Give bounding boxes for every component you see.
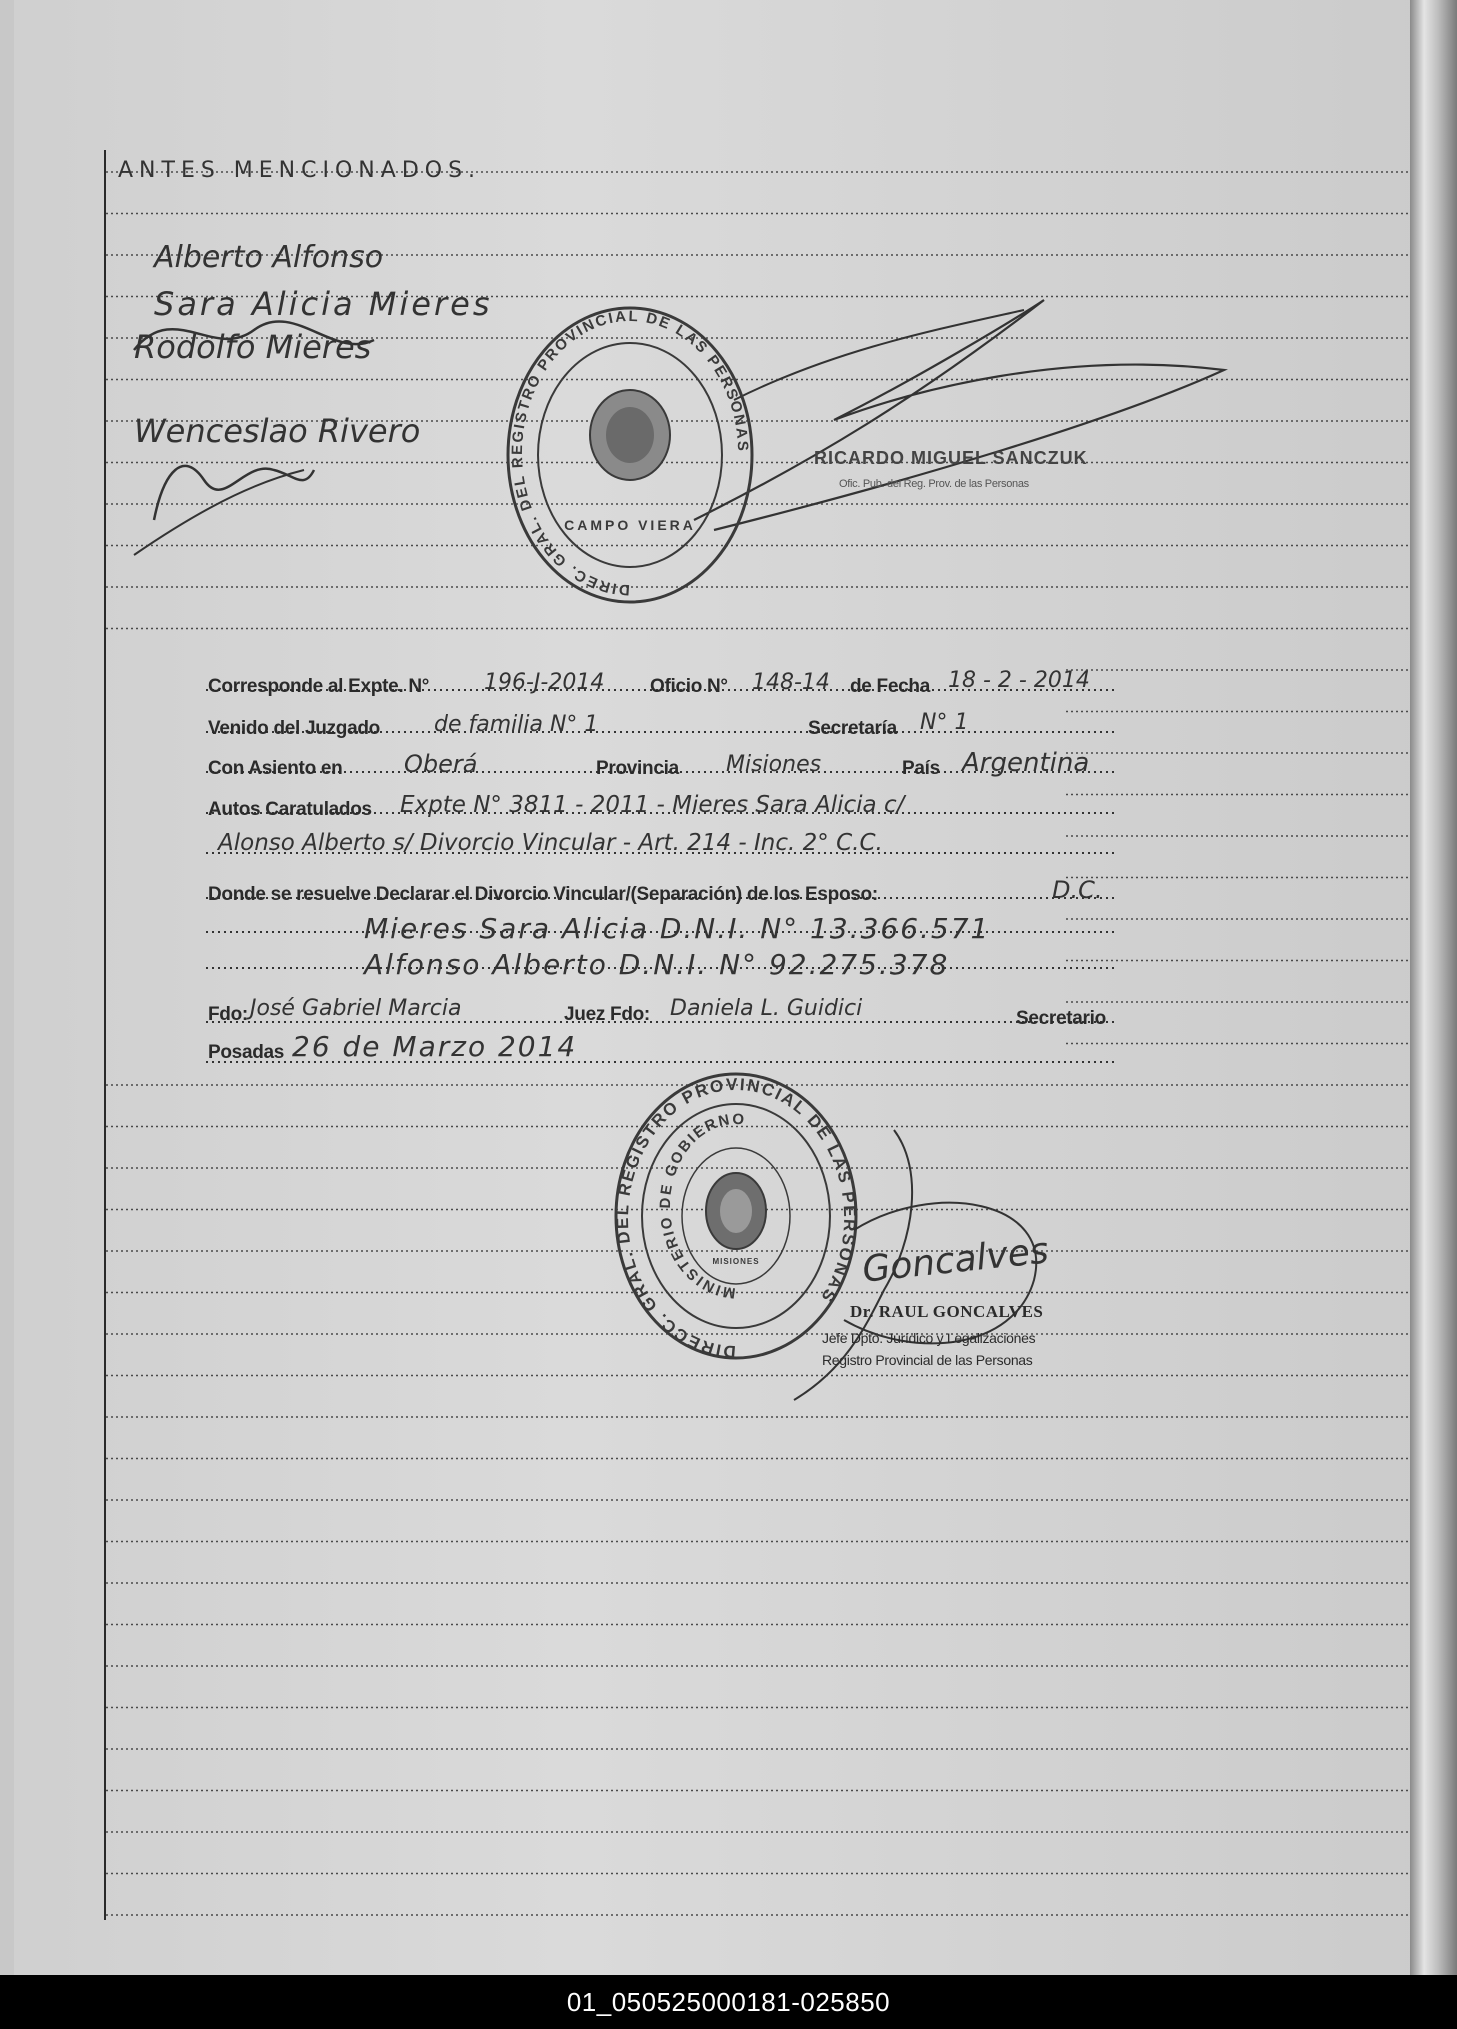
signer-name-4: Wenceslao Rivero [134,412,421,450]
stamp-top-inner-text: CAMPO VIERA [564,517,696,533]
autos-label: Autos Caratulados [208,799,372,820]
header-note: ANTES MENCIONADOS. [118,158,482,183]
secretaria-label: Secretaría [808,718,897,739]
posadas-value: 26 de Marzo 2014 [292,1030,578,1063]
autos-value-2: Alonso Alberto s/ Divorcio Vincular - Art. 214 - Inc. 2° C.C. [218,830,883,856]
footer-bar [0,1975,1457,2029]
juzgado-label: Venido del Juzgado [208,718,380,739]
posadas-label: Posadas [208,1042,285,1063]
esposo-2: Alfonso Alberto D.N.I. N° 92.275.378 [364,948,950,981]
pais-value: Argentina [962,748,1090,778]
fdo-value: José Gabriel Marcia [250,996,462,1021]
document-page [14,0,1416,1975]
provincia-label: Provincia [596,758,679,779]
asiento-value: Oberá [404,750,478,778]
stamp-top-outer-text: DIREC. GRAL. DEL REGISTRO PROVINCIAL DE LAS PERSONAS [508,307,752,599]
official-stamp-1-name: RICARDO MIGUEL SANCZUK [814,448,1088,468]
official-stamp-2-name: Dr. RAUL GONCALVES [850,1302,1044,1321]
fecha-value: 18 - 2 - 2014 [948,668,1090,693]
stamp-bottom-center-text: MISIONES [712,1257,760,1266]
signer-name-2: Sara Alicia Mieres [154,285,493,323]
secretaria-value: N° 1 [920,710,969,735]
pais-label: País [902,758,940,779]
juez-value: Daniela L. Guidici [670,996,863,1021]
stamp-registry-top [502,300,758,610]
stamp-bottom-outer-text: DIRECC. GRAL. DEL REGISTRO PROVINCIAL DE LAS PERSONAS [612,1074,860,1362]
resuelve-label: Donde se resuelve Declarar el Divorcio Vincular/(Separación) de los Esposo: [208,884,878,905]
official-stamp-2-title-1: Jefe Dpto. Jurídico y Legalizaciones [822,1330,1036,1346]
provincia-value: Misiones [726,752,822,777]
juez-label: Juez Fdo: [564,1004,650,1025]
fecha-label: de Fecha [850,676,930,697]
footer-code: 01_050525000181-025850 [566,1987,891,2017]
juzgado-value: de familia N° 1 [434,712,599,737]
esposo-1: Mieres Sara Alicia D.N.I. N° 13.366.571 [364,912,991,945]
secretario-label: Secretario [1016,1008,1106,1029]
coat-of-arms-icon [590,390,670,480]
signer-name-1: Alberto Alfonso [154,240,384,275]
resuelve-value: D.C. [1052,876,1103,904]
page-edge [1410,0,1457,1975]
expte-value: 196-J-2014 [484,670,605,695]
fdo-label: Fdo: [208,1004,248,1025]
stamp-bottom-inner-text: MINISTERIO DE GOBIERNO [656,1110,747,1302]
official-stamp-1-title: Ofic. Pub. del Reg. Prov. de las Personas [839,478,1029,490]
autos-value-1: Expte N° 3811 - 2011 - Mieres Sara Alicia c/ [400,792,905,818]
oficio-label: Oficio N° [650,676,728,697]
expte-label: Corresponde al Expte. N° [208,676,430,697]
oficio-value: 148-14 [752,670,830,695]
asiento-label: Con Asiento en [208,758,343,779]
official-stamp-2-title-2: Registro Provincial de las Personas [822,1352,1033,1368]
signature-goncalves: Goncalves [860,1230,1051,1291]
signer-name-3: Rodolfo Mieres [134,328,372,366]
